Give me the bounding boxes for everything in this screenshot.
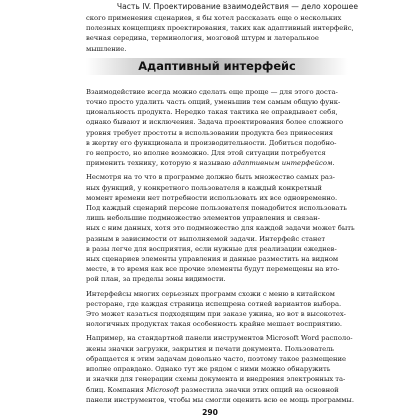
text-line: Интерфейсы многих серьезных программ схожи с меню в китайском	[86, 289, 335, 298]
text-line	[86, 385, 348, 395]
text-line: ского применения сценариев, я бы хотел рассказать еще о нескольких	[86, 14, 342, 22]
text-line	[86, 158, 348, 168]
text-line: Под каждый сценарий персоне пользователя понадобится использовать	[86, 204, 347, 213]
text-line: ных с ним данных, хотя это подмножество для каждой задачи может быть	[86, 224, 355, 233]
text-line: ных функций, у конкретного пользователя в каждый конкретный	[86, 183, 322, 192]
text-line: Например, на стандартной панели инструментов Microsoft Word располо-	[86, 334, 353, 343]
section-heading: Адаптивный интерфейс	[138, 58, 296, 73]
text-line: месте, в то время как все прочие элементы будут перемещены на вто-	[86, 265, 340, 274]
text-line: вполне оправдано. Однако тут же рядом с ними можно обнаружить	[86, 365, 331, 374]
text-line: Это может казаться подходящим при заказе ужина, но вот в высокотех-	[86, 310, 346, 319]
body-text	[86, 13, 355, 409]
text-line: точно просто удалить часть опций, уменьшив тем самым общую функ-	[86, 98, 341, 107]
text-line: в жертву его функционала и производительности. Добиться подобно-	[86, 138, 337, 147]
text-fragment: блиц. Компания	[86, 385, 147, 394]
text-line: Взаимодействие всегда можно сделать еще проще — для этого доста-	[86, 87, 338, 96]
text-fragment: применить технику, которую я называю	[86, 159, 233, 168]
text-line: момент времени нет потребности использовать их все одновременно.	[86, 193, 338, 202]
text-fragment: .	[332, 159, 335, 168]
text-line: ных сценариев элементы управления и данные разместить на видном	[86, 255, 339, 264]
paragraph-chinese-menu	[86, 289, 348, 330]
text-line: обращается к этим задачам довольно часто, поэтому такое размещение	[86, 354, 347, 363]
text-line: панели инструментов, чтобы мы смогли оценить всю ее мощь программы.	[86, 395, 354, 404]
paragraph-word-toolbar	[86, 333, 354, 404]
page-number: 290	[202, 408, 218, 417]
emphasis-term: Microsoft	[146, 385, 179, 394]
text-line: рой план, за пределы зоны видимости.	[86, 275, 226, 284]
text-line: разным в зависимости от выполняемой задачи. Интерфейс станет	[86, 234, 326, 243]
text-line: Несмотря на то что в программе должно быть множество самых раз-	[86, 173, 335, 182]
text-line: уровня требует простоты в использовании продукта без принесения	[86, 128, 334, 137]
text-line: го непросто, но вполне возможно. Для этой ситуации потребуется	[86, 149, 326, 158]
text-line: в разы легче для восприятия, если нужные для реализации ежеднев-	[86, 244, 337, 253]
text-line: однако бывают и исключения. Задача проектирования более сложного	[86, 118, 344, 127]
text-line: ресторане, где каждая страница испещрена сотней вариантов выбора.	[86, 299, 342, 308]
text-fragment: разместила значки этих опций на основной	[179, 385, 339, 394]
paragraph-adaptive-intro	[86, 87, 348, 169]
running-header: Часть IV. Проектирование взаимодействия — дело хорошее	[116, 2, 358, 11]
text-line: мышление.	[86, 44, 127, 53]
text-line: лишь небольшие подмножество элементов управления и связан-	[86, 214, 320, 223]
text-line: и значки для генерации схемы документа и внедрения электронных та-	[86, 375, 346, 384]
text-line: вечная середина, терминология, мозговой штурм и латеральное	[86, 34, 319, 43]
text-line: жены значки загрузки, закрытия и печати документа. Пользователь	[86, 344, 335, 353]
text-line: полезных концепциях проектирования, таких как адаптивный интерфейс,	[86, 24, 354, 33]
intro-paragraph	[86, 13, 354, 54]
emphasis-term: адаптивным интерфейсом	[232, 159, 333, 168]
section-heading-bar	[86, 58, 348, 75]
text-line: нологичных продуктах такая особенность крайне мешает восприятию.	[86, 320, 343, 329]
text-line: циональность продукта. Нередко такая тактика не оправдывает себя,	[86, 108, 338, 117]
paragraph-functions	[86, 172, 355, 284]
